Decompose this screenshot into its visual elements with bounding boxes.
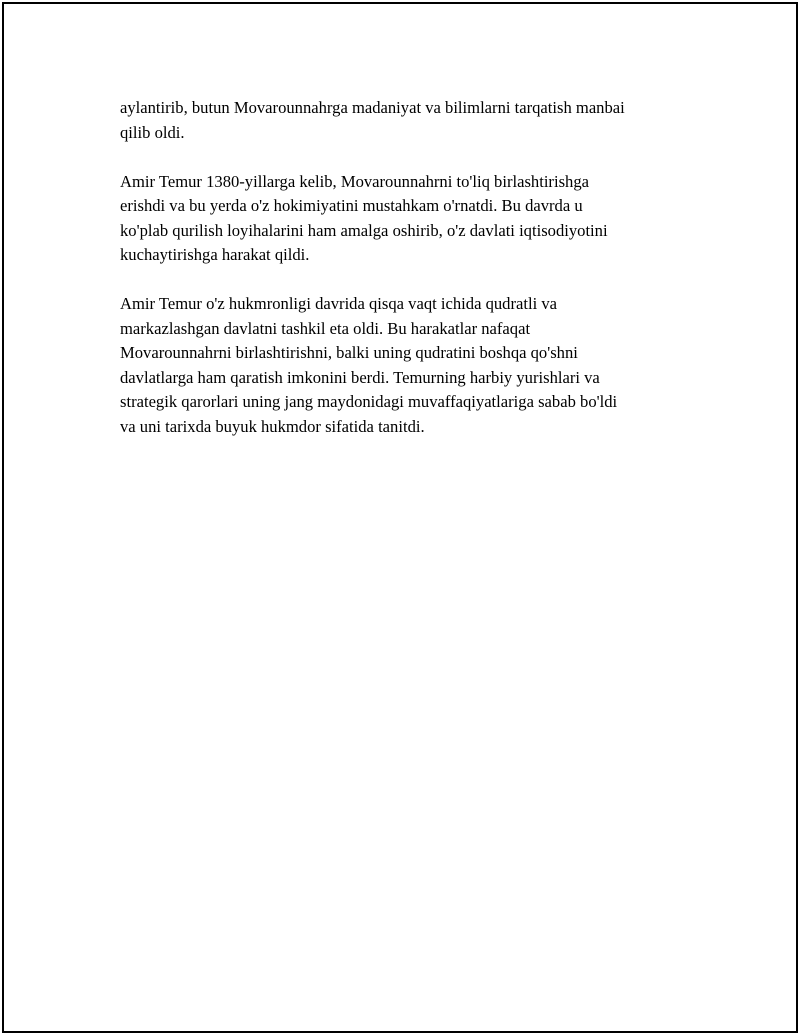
paragraph-3 [120, 292, 690, 439]
text-line: va uni tarixda buyuk hukmdor sifatida tanitdi. [120, 416, 425, 436]
text-line: Amir Temur 1380-yillarga kelib, Movarounnahrni to'liq birlashtirishga [120, 171, 589, 191]
page-frame [2, 2, 798, 1033]
text-line: erishdi va bu yerda o'z hokimiyatini mustahkam o'rnatdi. Bu davrda u [120, 196, 583, 215]
paragraph-2 [120, 170, 690, 268]
document-body [120, 96, 690, 464]
text-line: kuchaytirishga harakat qildi. [120, 245, 310, 264]
text-line: strategik qarorlari uning jang maydonidagi muvaffaqiyatlariga sabab bo'ldi [120, 392, 618, 411]
text-line: qilib oldi. [120, 122, 185, 142]
text-line: aylantirib, butun Movarounnahrga madaniyat va bilimlarni tarqatish manbai [120, 98, 625, 117]
text-line: ko'plab qurilish loyihalarini ham amalga oshirib, o'z davlati iqtisodiyotini [120, 220, 608, 240]
text-line: markazlashgan davlatni tashkil eta oldi. Bu harakatlar nafaqat [120, 318, 531, 338]
text-line: davlatlarga ham qaratish imkonini berdi. Temurning harbiy yurishlari va [120, 367, 600, 387]
text-line: Movarounnahrni birlashtirishni, balki uning qudratini boshqa qo'shni [120, 343, 578, 362]
text-line: Amir Temur o'z hukmronligi davrida qisqa vaqt ichida qudratli va [120, 294, 558, 313]
paragraph-1 [120, 96, 690, 145]
